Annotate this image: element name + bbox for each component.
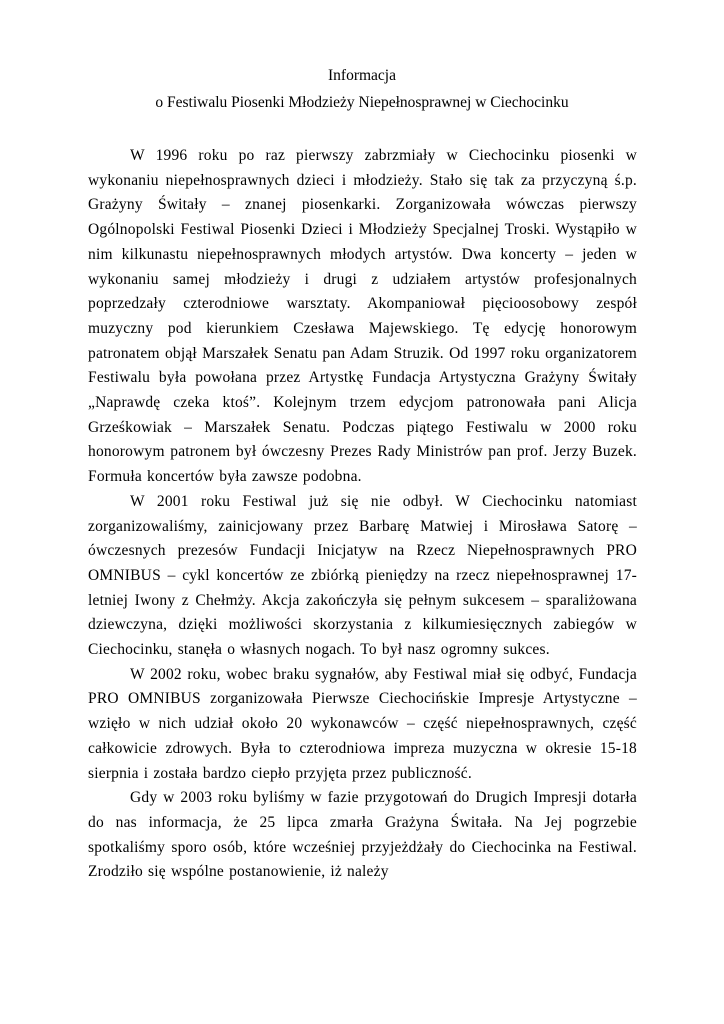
paragraph-3: W 2002 roku, wobec braku sygnałów, aby Festiwal miał się odbyć, Fundacja PRO OMNIBUS zorganizowała Pierwsze Ciechocińskie Impresje Artystyczne – wzięło w nich udział około 20 wykonawców – część niepełnosprawnych, część całkowicie zdrowych. Była to czterodniowa impreza muzyczna w okresie 15-18 sierpnia i została bardzo ciepło przyjęta przez publiczność. [88,665,637,782]
document-body [88,144,637,885]
paragraph-4: Gdy w 2003 roku byliśmy w fazie przygotowań do Drugich Impresji dotarła do nas informacja, że 25 lipca zmarła Grażyna Świtała. Na Jej pogrzebie spotkaliśmy sporo osób, które wcześniej przyjeżdżały do Ciechocinka na Festiwal. Zrodziło się wspólne postanowienie, iż należy [88,789,637,881]
paragraph-1: W 1996 roku po raz pierwszy zabrzmiały w Ciechocinku piosenki w wykonaniu niepełnosprawnych dzieci i młodzieży. Stało się tak za przyczyną ś.p. Grażyny Świtały – znanej piosenkarki. Zorganizowała wówczas pierwszy Ogólnopolski Festiwal Piosenki Dzieci i Młodzieży Specjalnej Troski. Wystąpiło w nim kilkunastu niepełnosprawnych młodych artystów. Dwa koncerty – jeden w wykonaniu samej młodzieży i drugi z udziałem artystów profesjonalnych poprzedzały czterodniowe warsztaty. Akompaniował pięcioosobowy zespół muzyczny pod kierunkiem Czesława Majewskiego. Tę edycję honorowym patronatem objął Marszałek Senatu pan Adam Struzik. Od 1997 roku organizatorem Festiwalu była powołana przez Artystkę Fundacja Artystyczna Grażyny Świtały „Naprawdę czeka ktoś”. Kolejnym trzem edycjom patronowała pani Alicja Grześkowiak – Marszałek Senatu. Podczas piątego Festiwalu w 2000 roku honorowym patronem był ówczesny Prezes Rady Ministrów pan prof. Jerzy Buzek. Formuła koncertów była zawsze podobna. [88,147,637,486]
document-title: Informacja [328,67,396,84]
document-subtitle: o Festiwalu Piosenki Młodzieży Niepełnosprawnej w Ciechocinku [155,94,569,111]
paragraph-2: W 2001 roku Festiwal już się nie odbył. W Ciechocinku natomiast zorganizowaliśmy, zainicjowany przez Barbarę Matwiej i Mirosława Satorę – ówczesnych prezesów Fundacji Inicjatyw na Rzecz Niepełnosprawnych PRO OMNIBUS – cykl koncertów ze zbiórką pieniędzy na rzecz niepełnosprawnej 17-letniej Iwony z Chełmży. Akcja zakończyła się pełnym sukcesem – sparaliżowana dziewczyna, dzięki możliwości skorzystania z kilkumiesięcznych zabiegów w Ciechocinku, stanęła o własnych nogach. To był nasz ogromny sukces. [88,492,637,659]
